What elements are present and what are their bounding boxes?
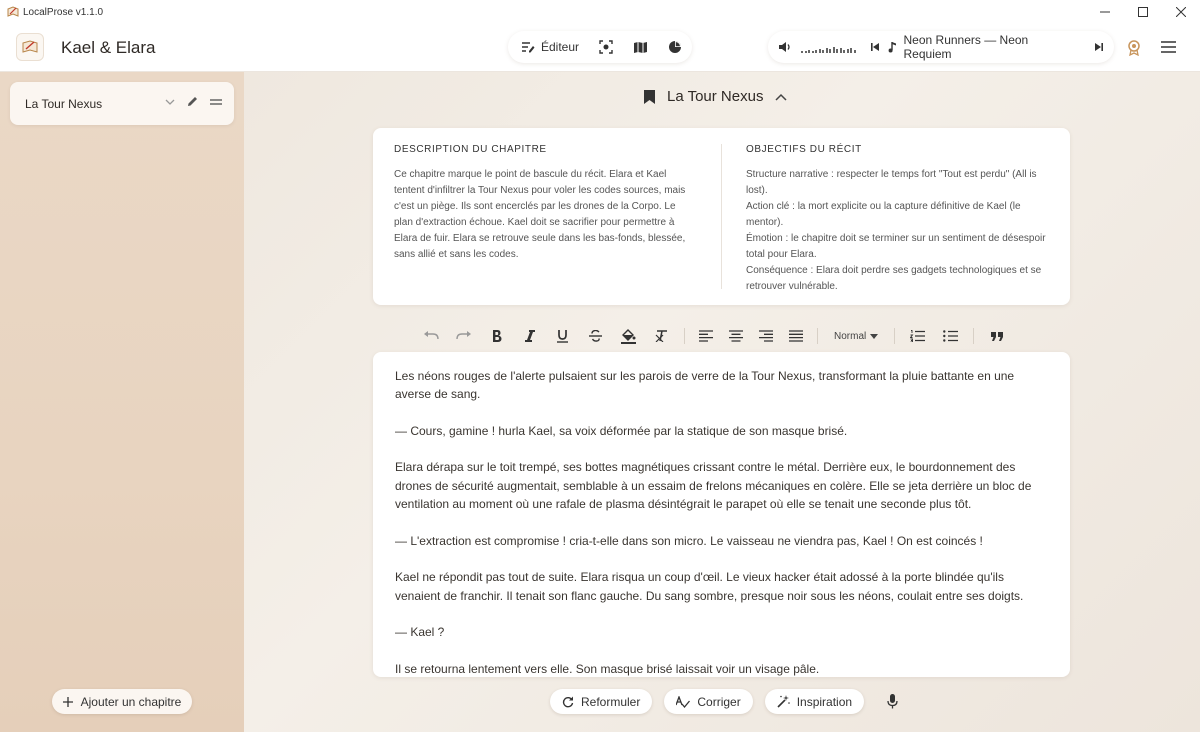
plus-icon <box>63 697 73 707</box>
undo-icon[interactable] <box>414 322 447 350</box>
formatting-toolbar <box>414 322 1034 350</box>
align-justify-icon[interactable] <box>781 322 811 350</box>
strikethrough-icon[interactable] <box>579 322 612 350</box>
editor-paragraph: Kael ne répondit pas tout de suite. Elara risqua un coup d'œil. Le vieux hacker était adossé à la porte blindée qu'ils venaient de franchir. Il tenait son flanc gauche. Du sang sombre, presque noir sous les néons, coulait entre ses doigts. <box>395 570 1024 603</box>
ordered-list-icon[interactable] <box>901 322 934 350</box>
book-map-icon[interactable] <box>633 41 648 54</box>
pencil-icon[interactable] <box>187 96 198 107</box>
rephrase-button[interactable] <box>550 689 652 714</box>
meta-divider <box>721 144 722 289</box>
editor-paragraph: — Cours, gamine ! hurla Kael, sa voix déformée par la statique de son masque brisé. <box>395 423 848 438</box>
window-title: LocalProse v1.1.0 <box>23 6 104 18</box>
redo-icon[interactable] <box>447 322 480 350</box>
fill-color-icon[interactable] <box>612 322 645 350</box>
edit-lines-icon <box>522 41 535 53</box>
objectives-text[interactable]: Structure narrative : respecter le temps fort "Tout est perdu" (All is lost). Action clé : la mort explicite ou la capture définitive de Kael (le mentor). Émotion : le chapitre doit se terminer sur un sentiment de désespoir total pour Elara. Conséquence : Elara doit perdre ses gadgets technologiques et se retrouver vulnérable. <box>746 169 1046 292</box>
caret-down-icon <box>870 334 878 339</box>
underline-icon[interactable] <box>546 322 579 350</box>
rephrase-label: Reformuler <box>581 694 641 709</box>
nav-editor-label: Éditeur <box>541 40 580 54</box>
main-content <box>244 72 1200 732</box>
toolbar-separator <box>973 328 974 344</box>
toolbar-separator <box>894 328 895 344</box>
add-chapter-label: Ajouter un chapitre <box>80 694 182 709</box>
music-player <box>768 31 1114 63</box>
objectives-heading: OBJECTIFS DU RÉCIT <box>746 144 862 155</box>
chapter-item-label: La Tour Nexus <box>25 97 103 111</box>
editor-paragraph: — Kael ? <box>395 625 445 640</box>
bullet-list-icon[interactable] <box>934 322 967 350</box>
chapter-header <box>644 88 787 105</box>
chapters-sidebar <box>0 72 244 732</box>
nav-editor-button[interactable] <box>522 40 579 54</box>
minimize-button[interactable] <box>1086 0 1124 24</box>
clear-format-icon[interactable] <box>645 322 678 350</box>
app-header <box>0 24 1200 72</box>
toolbar-separator <box>817 328 818 344</box>
italic-icon[interactable] <box>513 322 546 350</box>
maximize-button[interactable] <box>1124 0 1162 24</box>
chevron-up-icon[interactable] <box>775 93 787 101</box>
previous-track-icon[interactable] <box>870 42 880 52</box>
toolbar-separator <box>684 328 685 344</box>
drag-handle-icon[interactable] <box>210 99 222 105</box>
bold-icon[interactable] <box>480 322 513 350</box>
text-style-value: Normal <box>834 330 867 342</box>
volume-icon[interactable] <box>778 41 791 53</box>
microphone-icon[interactable] <box>880 689 904 714</box>
close-button[interactable] <box>1162 0 1200 24</box>
focus-mode-icon[interactable] <box>599 40 613 54</box>
view-switcher <box>508 31 692 63</box>
next-track-icon[interactable] <box>1094 42 1104 52</box>
correct-button[interactable] <box>664 689 752 714</box>
magic-wand-icon <box>777 695 790 708</box>
stats-pie-icon[interactable] <box>668 40 682 54</box>
correct-label: Corriger <box>697 694 741 709</box>
bookmark-icon <box>644 90 655 104</box>
ai-actions-bar <box>550 689 904 714</box>
project-title: Kael & Elara <box>61 38 156 57</box>
project-logo[interactable] <box>16 33 44 61</box>
editor-paragraph: Il se retourna lentement vers elle. Son masque brisé laissait voir un visage pâle. <box>395 661 820 676</box>
add-chapter-button[interactable] <box>52 689 192 714</box>
quote-icon[interactable] <box>980 322 1013 350</box>
track-name: Neon Runners — Neon Requiem <box>903 33 1029 61</box>
editor-content[interactable] <box>395 367 1045 677</box>
text-style-select[interactable] <box>824 331 888 342</box>
align-left-icon[interactable] <box>691 322 721 350</box>
spellcheck-icon <box>676 696 690 708</box>
editor-paragraph: Elara dérapa sur le toit trempé, ses bottes magnétiques crissant contre le métal. Derrière eux, le bourdonnement des drones de sécurité augmentait, semblable à un essaim de frelons mécaniques en colère. Elle se jeta derrière un bloc de ventilation au moment où une rafale de plasma désintégrait le parapet où elle se tenait une seconde plus tôt. <box>395 460 1032 512</box>
audio-visualizer <box>801 41 856 53</box>
chapter-title: La Tour Nexus <box>667 88 764 105</box>
hamburger-menu-icon[interactable] <box>1161 41 1176 53</box>
chapter-meta-card <box>373 128 1070 305</box>
award-icon[interactable] <box>1127 40 1141 56</box>
description-text[interactable]: Ce chapitre marque le point de bascule du récit. Elara et Kael tentent d'infiltrer la Tour Nexus pour voler les codes sources, mais c'est un piège. Ils sont encerclés par les drones de la Corpo. Le plan d'extraction échoue. Kael doit se sacrifier pour permettre à Elara de fuir. Elara se retrouve seule dans les bas-fonds, blessée, sans allié et sans les codes. <box>394 169 686 260</box>
inspiration-label: Inspiration <box>796 694 853 709</box>
editor-paragraph: Les néons rouges de l'alerte pulsaient sur les parois de verre de la Tour Nexus, transformant la pluie battante en une averse de sang. <box>395 369 1015 402</box>
align-center-icon[interactable] <box>721 322 751 350</box>
text-editor[interactable] <box>373 352 1070 677</box>
align-right-icon[interactable] <box>751 322 781 350</box>
editor-paragraph: — L'extraction est compromise ! cria-t-elle dans son micro. Le vaisseau ne viendra pas, Kael ! On est coincés ! <box>395 533 983 548</box>
sidebar-chapter-item[interactable] <box>10 82 234 125</box>
app-logo-icon <box>6 5 20 19</box>
description-heading: DESCRIPTION DU CHAPITRE <box>394 144 547 155</box>
window-titlebar <box>0 0 1200 24</box>
chevron-down-icon[interactable] <box>165 98 175 106</box>
inspiration-button[interactable] <box>765 689 864 714</box>
music-note-icon <box>888 41 898 53</box>
refresh-icon <box>562 696 574 708</box>
